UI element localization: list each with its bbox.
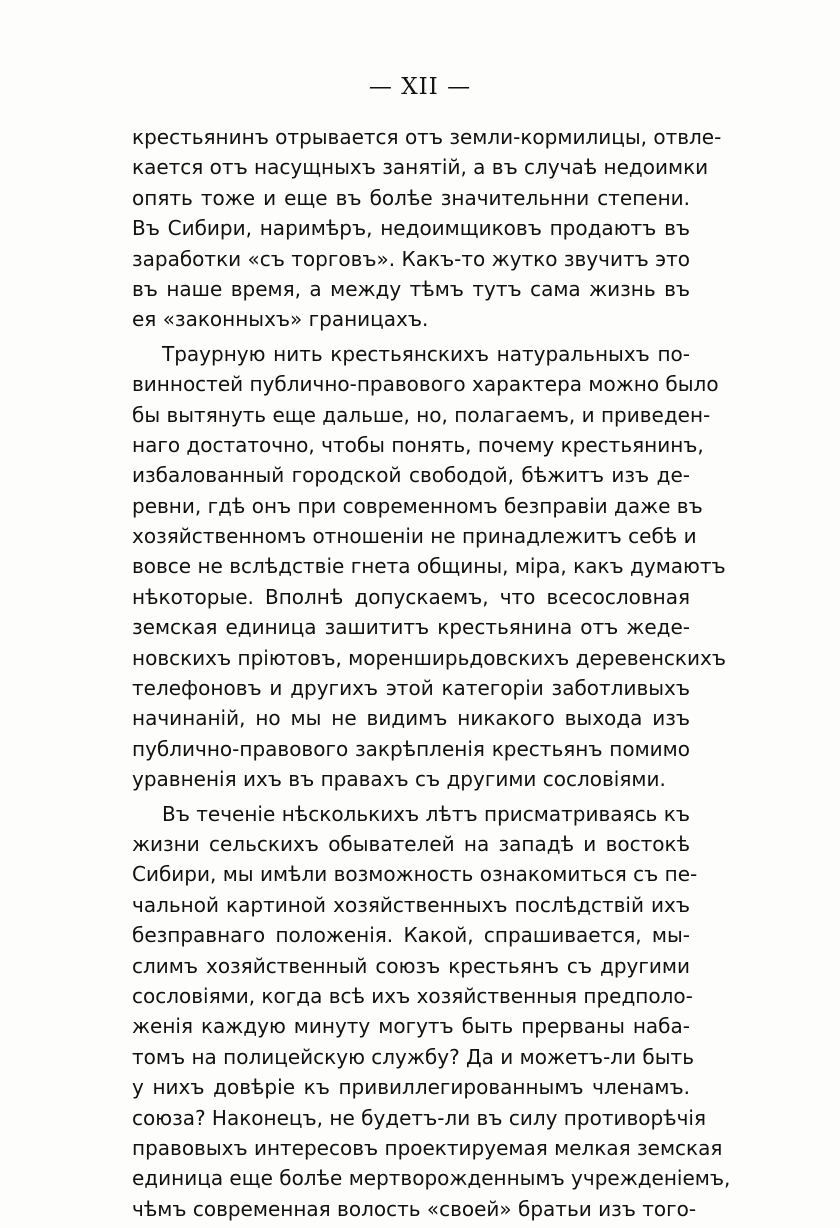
text-line: союза? Наконецъ, не будетъ-ли въ силу противорѣчія <box>132 1105 707 1130</box>
text-line: женія каждую минуту могутъ быть прерваны наба- <box>132 1014 690 1039</box>
text-line: винностей публично-правового характера можно было <box>132 372 719 397</box>
text-line: бы вытянуть еще дальше, но, полагаемъ, и приведен- <box>132 402 711 427</box>
text-line: хозяйственномъ отношеніи не принадлежитъ себѣ и <box>132 524 697 549</box>
page-number: — XII — <box>368 74 472 100</box>
text-line: публично-правового закрѣпленія крестьянъ помимо <box>132 736 690 761</box>
paragraph <box>132 122 722 335</box>
text-line: телефоновъ и другихъ этой категоріи заботливыхъ <box>132 676 690 701</box>
text-line: начинаній, но мы не видимъ никакого выхода изъ <box>132 706 690 731</box>
text-line: опять тоже и еще въ болѣе значительнни степени. <box>132 185 690 210</box>
body-text <box>132 122 731 1228</box>
text-line: нѣкоторые. Вполнѣ допускаемъ, что всесословная <box>132 584 690 609</box>
text-line: крестьянинъ отрывается отъ земли-кормилицы, отвле- <box>132 125 722 149</box>
text-line: Сибири, мы имѣли возможность ознакомиться съ пе- <box>132 862 698 887</box>
text-line: Траурную нить крестьянскихъ натуральныхъ по- <box>162 341 690 366</box>
text-line: вовсе не вслѣдствіе гнета общины, міра, какъ думаютъ <box>132 554 726 579</box>
text-line: наго достаточно, чтобы понять, почему крестьянинъ, <box>132 432 704 457</box>
text-line: избалованный городской свободой, бѣжитъ изъ де- <box>132 463 690 488</box>
text-line: чальной картиной хозяйственныхъ послѣдствій ихъ <box>132 892 690 917</box>
text-line: у нихъ довѣріе къ привиллегированнымъ членамъ. <box>132 1075 690 1100</box>
paragraph <box>132 339 726 795</box>
text-line: слимъ хозяйственный союзъ крестьянъ съ другими <box>132 953 690 978</box>
text-line: заработки «съ торговъ». Какъ-то жутко звучитъ это <box>132 246 690 271</box>
text-line: Въ Сибири, наримѣръ, недоимщиковъ продаютъ въ <box>132 216 690 241</box>
text-line: единица еще болѣе мертворожденнымъ учрежденіемъ, <box>132 1166 731 1191</box>
text-line: ея «законныхъ» границахъ. <box>132 307 429 332</box>
paragraph <box>132 799 731 1224</box>
text-line: уравненія ихъ въ правахъ съ другими сословіями. <box>132 767 666 792</box>
text-line: томъ на полицейскую службу? Да и можетъ-ли быть <box>132 1044 694 1069</box>
text-line: земская единица зашититъ крестьянина отъ жеде- <box>132 615 690 640</box>
text-line: сословіями, когда всѣ ихъ хозяйственныя предполо- <box>132 983 693 1008</box>
text-line: въ наше время, а между тѣмъ тутъ сама жизнь въ <box>132 276 690 301</box>
text-line: жизни сельскихъ обывателей на западѣ и востокѣ <box>132 831 690 856</box>
text-line: Въ теченіе нѣсколькихъ лѣтъ присматриваясь къ <box>162 801 690 826</box>
text-line: новскихъ пріютовъ, моренширьдовскихъ деревенскихъ <box>132 645 726 670</box>
text-line: правовыхъ интересовъ проектируемая мелкая земская <box>132 1135 723 1160</box>
text-line: ревни, гдѣ онъ при современномъ безправіи даже въ <box>132 493 703 518</box>
text-line: кается отъ насущныхъ занятій, а въ случаѣ недоимки <box>132 155 709 180</box>
text-line: безправнаго положенія. Какой, спрашивается, мы- <box>132 923 690 948</box>
text-line: чѣмъ современная волость «своей» братьи изъ того- <box>132 1196 697 1221</box>
